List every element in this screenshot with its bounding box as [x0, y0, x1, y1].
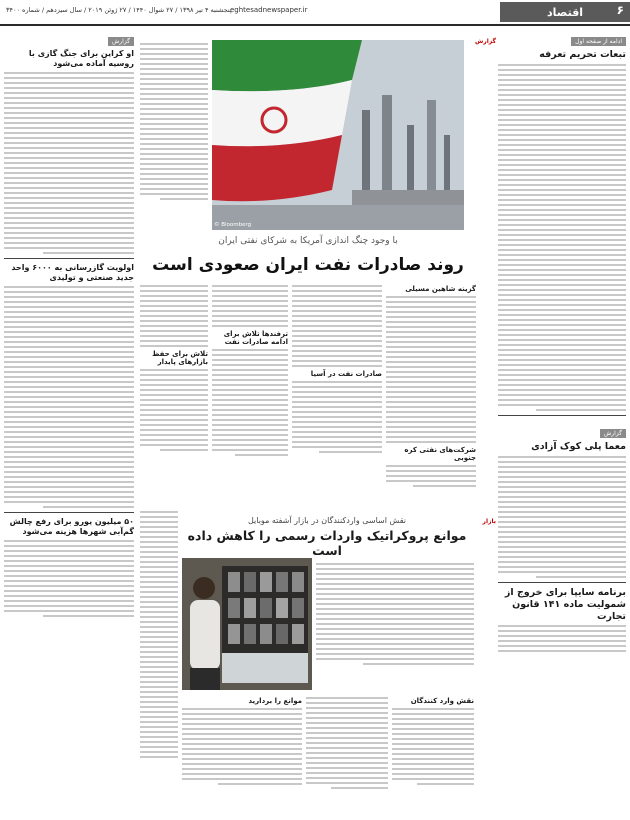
continued-tag: ادامه از صفحه اول	[571, 37, 626, 46]
second-article-top-text	[316, 560, 474, 690]
right-article2-tag: گزارش	[600, 429, 626, 438]
second-side-text	[140, 508, 178, 816]
second-tag: بازار	[482, 518, 496, 525]
left-article2-body	[4, 286, 134, 508]
right-column	[498, 28, 626, 818]
left-article1-body	[4, 72, 134, 254]
website-url[interactable]: eghtesadnewspaper.ir	[230, 6, 308, 14]
left-article2-title: اولویت گازرسانی به ۶۰۰۰ واحد جدید صنعتی و تولیدی	[11, 263, 134, 282]
right-article1-body	[498, 64, 626, 411]
main-subhead-3: صادرات نفت در آسیا	[310, 370, 382, 378]
left-tag: گزارش	[108, 37, 134, 46]
refinery-flag-illustration	[212, 40, 464, 230]
dateline: پنجشنبه ۴ تیر ۱۳۹۸ / ۲۷ شوال ۱۴۴۰ / ۲۷ ژوئن ۲۰۱۹ / سال سیزدهم / شماره ۳۴۰۰	[6, 6, 232, 14]
left-column	[4, 28, 134, 818]
photo-credit: © Bloomberg	[214, 222, 252, 228]
second-headline: موانع پروکراتیک واردات رسمی را کاهش داده است	[187, 528, 467, 558]
left-article1-title: او کراین برای جنگ گازی با روسیه آماده می‌شود	[28, 49, 134, 68]
main-article-col2	[292, 282, 382, 507]
main-subhead-2: تلاش برای حفظ بازارهای پایدار	[152, 350, 208, 366]
main-kicker: با وجود چنگ اندازی آمریکا به شرکای نفتی ایران	[218, 236, 398, 246]
second-article-col1	[392, 694, 474, 816]
header-bar	[0, 0, 630, 26]
main-headline: روند صادرات نفت ایران صعودی است	[152, 255, 464, 275]
second-kicker: نقش اساسی واردکنندگان در بازار آشفته موبایل	[247, 516, 406, 525]
main-article-col3	[212, 282, 288, 507]
main-article-col4	[140, 282, 208, 507]
right-article2-title: معما پلی کوک آزادی	[531, 440, 626, 452]
second-subhead-1: نقش وارد کنندگان	[410, 697, 474, 705]
right-article1-title: تبعات تحریم تعرفه	[539, 49, 626, 60]
phone-shop-illustration	[182, 558, 312, 690]
main-subhead-1: ترفندها تلاش برای ادامه صادرات نفت	[223, 330, 288, 346]
refinery-flag-photo	[212, 40, 464, 230]
right-article2-body	[498, 456, 626, 578]
right-article3-body	[498, 625, 626, 652]
main-article-col1	[386, 282, 476, 507]
page-number: ۶	[616, 3, 624, 17]
second-article-col2	[306, 694, 388, 816]
photo-side-text	[140, 40, 208, 232]
main-byline: گزینه شاهین مسیلی	[405, 285, 476, 293]
second-tag-wrap	[472, 508, 496, 527]
second-subhead-2: موانع را بردارید	[248, 697, 302, 705]
left-article3-body	[4, 540, 134, 617]
second-article-col3	[182, 694, 302, 816]
right-article3-title: برنامه سایپا برای خروج از شمولیت ماده ۱۴۱ قانون تجارت	[504, 586, 626, 622]
main-subhead-4: شرکت‌های نفتی کره جنوبی	[404, 446, 476, 462]
phone-shop-photo	[182, 558, 312, 690]
section-title: اقتصاد	[546, 5, 584, 19]
left-article3-title: ۵۰ میلیون یورو برای رفع چالش گم‌آبی شهرها هزینه می‌شود	[9, 517, 134, 536]
section-label	[500, 2, 630, 22]
center-tag: گزارش	[474, 38, 496, 45]
center-tag-wrap	[472, 28, 496, 47]
